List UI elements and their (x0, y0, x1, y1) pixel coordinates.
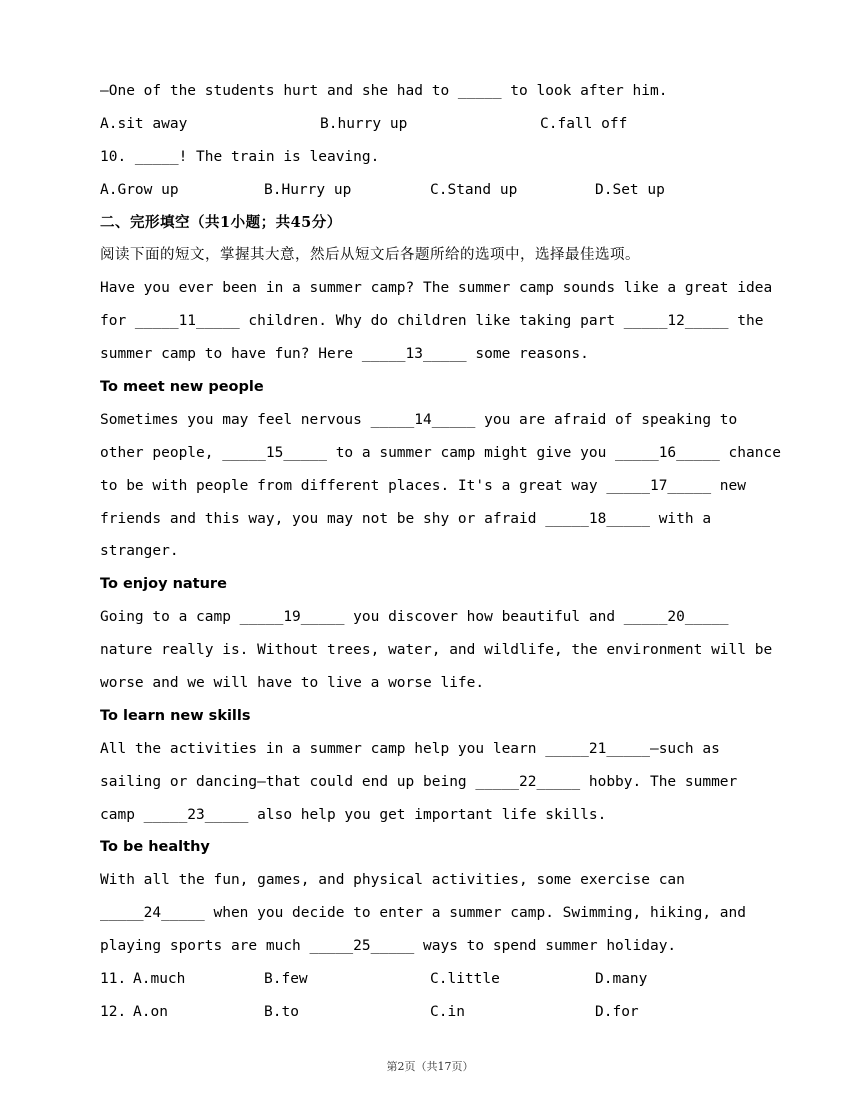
passage-line: playing sports are much _____25_____ ways to spend summer holiday. (100, 938, 677, 955)
q11-option-d: D.many (595, 971, 648, 988)
q12-option-d: D.for (595, 1003, 639, 1020)
passage-line: to be with people from different places. It's a great way _____17_____ new (100, 477, 747, 494)
passage-line: other people, _____15_____ to a summer camp might give you _____16_____ chance (100, 444, 781, 461)
passage-line: Going to a camp _____19_____ you discover how beautiful and _____20_____ (100, 609, 729, 626)
q9-option-a: A.sit away (100, 115, 188, 132)
section2-instruction-line (100, 242, 770, 275)
q9-stem: —One of the students hurt and she had to _____ to look after him. (100, 83, 668, 99)
q11-option-c: C.little (430, 971, 500, 988)
q9-option-c: C.fall off (540, 115, 628, 132)
q12-option-b: B.to (264, 1003, 299, 1020)
passage-line: Sometimes you may feel nervous _____14_____ you are afraid of speaking to (100, 411, 738, 428)
passage-line: stranger. (100, 543, 179, 560)
passage-line: sailing or dancing—that could end up being _____22_____ hobby. The summer (100, 773, 738, 790)
q10-option-c: C.Stand up (430, 181, 518, 198)
q12-option-a: A.on (133, 1003, 168, 1020)
passage-line: Have you ever been in a summer camp? The summer camp sounds like a great idea (100, 280, 773, 297)
q9-options-line (100, 111, 770, 144)
passage-line: friends and this way, you may not be shy or afraid _____18_____ with a (100, 510, 712, 527)
passage-heading-meet-people: To meet new people (100, 379, 264, 396)
passage-line: _____24_____ when you decide to enter a summer camp. Swimming, hiking, and (100, 905, 747, 922)
q10-options-line (100, 177, 770, 210)
passage-line: worse and we will have to live a worse life. (100, 675, 485, 692)
passage-heading-be-healthy: To be healthy (100, 839, 210, 856)
q9-stem-line (100, 78, 770, 111)
exam-page (100, 78, 781, 1032)
passage-heading-enjoy-nature: To enjoy nature (100, 576, 227, 593)
q10-option-d: D.Set up (595, 181, 665, 198)
q10-stem: 10. _____! The train is leaving. (100, 148, 380, 165)
q10-option-a: A.Grow up (100, 181, 179, 198)
passage-line: summer camp to have fun? Here _____13_____ some reasons. (100, 346, 589, 363)
q11-number: 11. (100, 971, 127, 988)
passage-line: With all the fun, games, and physical activities, some exercise can (100, 872, 685, 889)
passage-line: nature really is. Without trees, water, and wildlife, the environment will be (100, 642, 773, 659)
q11-option-b: B.few (264, 971, 308, 988)
q9-option-b: B.hurry up (320, 115, 408, 132)
q11-option-a: A.much (133, 971, 186, 988)
q12-number: 12. (100, 1003, 127, 1020)
passage-line: camp _____23_____ also help you get important life skills. (100, 806, 607, 823)
passage-line: All the activities in a summer camp help you learn _____21_____—such as (100, 740, 720, 757)
passage-line: for _____11_____ children. Why do children like taking part _____12_____ the (100, 313, 764, 330)
q10-option-b: B.Hurry up (264, 181, 352, 198)
q12-options-line (100, 999, 770, 1032)
q11-options-line (100, 966, 770, 999)
section2-title: 二、完形填空（共1小题；共45分） (100, 213, 342, 231)
section2-instruction: 阅读下面的短文，掌握其大意，然后从短文后各题所给的选项中，选择最佳选项。 (100, 247, 640, 264)
section2-title-line (100, 210, 770, 243)
page-footer: 第2页（共17页） (386, 1060, 474, 1073)
passage-heading-learn-skills: To learn new skills (100, 707, 251, 724)
q10-stem-line (100, 144, 770, 177)
q12-option-c: C.in (430, 1003, 465, 1020)
